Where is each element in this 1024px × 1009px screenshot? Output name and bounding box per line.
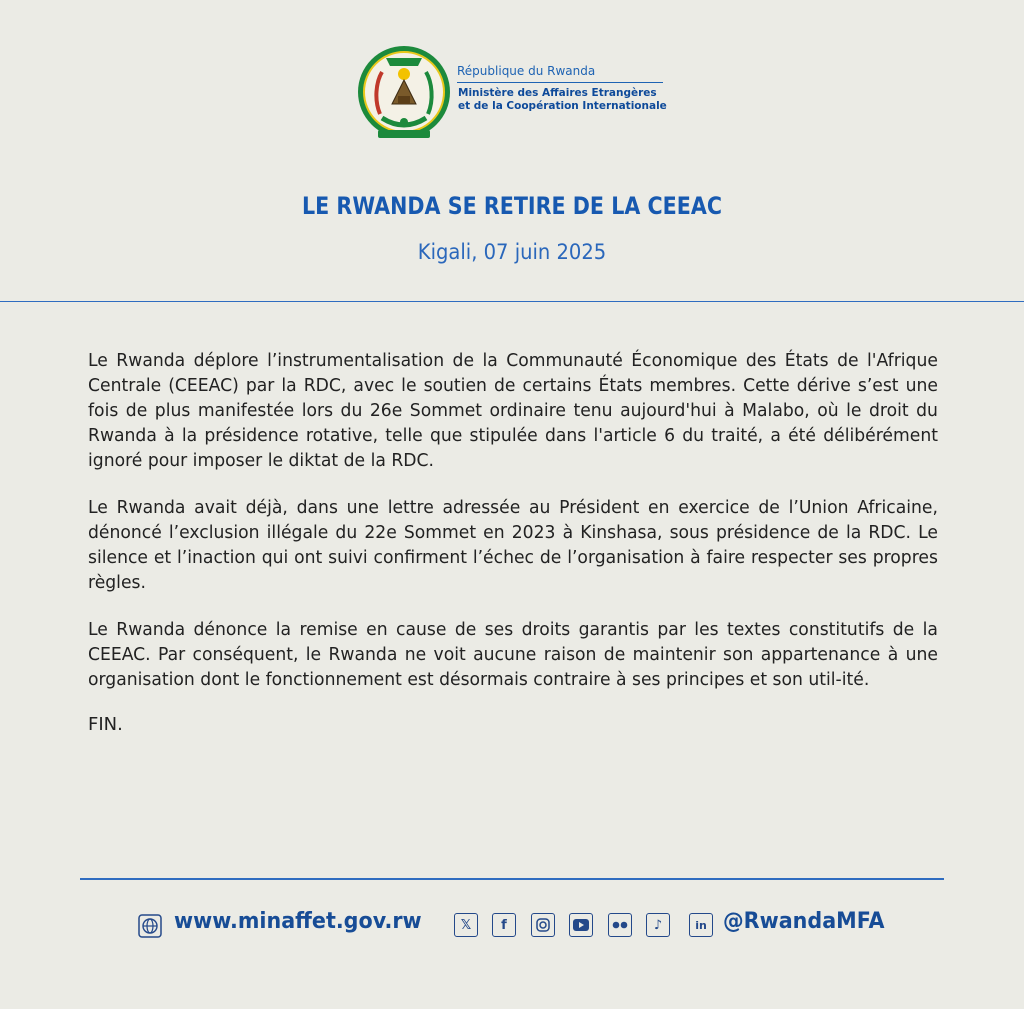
website-link[interactable]: www.minaffet.gov.rw [174, 909, 422, 934]
flickr-icon[interactable] [608, 913, 632, 937]
globe-icon [138, 914, 162, 938]
press-release-body [88, 348, 938, 735]
footer [138, 906, 898, 946]
instagram-icon[interactable] [531, 913, 555, 937]
paragraph-3: Le Rwanda dénonce la remise en cause de ses droits garantis par les textes constitutifs de la CEEAC. Par conséquent, le Rwanda ne voit aucune raison de maintenir son appartenance à une organisation dont le fonctionnement est désormais contraire à ses principes et son util-ité. [88, 619, 938, 690]
end-marker: FIN. [88, 714, 123, 735]
ministry-name-line2: et de la Coopération Internationale [458, 100, 667, 112]
ministry-block [458, 64, 668, 113]
paragraph-2: Le Rwanda avait déjà, dans une lettre adressée au Président en exercice de l’Union Africaine, dénoncé l’exclusion illégale du 22e Sommet en 2023 à Kinshasa, sous présidence de la RDC. Le silence et l’inaction qui ont suivi confirment l’échec de l’organisation à faire respecter ses propres règles. [88, 497, 938, 593]
republic-label: République du Rwanda [457, 64, 663, 83]
paragraph-1: Le Rwanda déplore l’instrumentalisation de la Communauté Économique des États de l'Afrique Centrale (CEEAC) par la RDC, avec le soutien de certains États membres. Cette dérive s’est une fois de plus manifestée lors du 26e Sommet ordinaire tenu aujourd'hui à Malabo, où le droit du Rwanda à la présidence rotative, telle que stipulée dans l'article 6 du traité, a été délibérément ignoré pour imposer le diktat de la RDC. [88, 350, 938, 471]
press-release-title: LE RWANDA SE RETIRE DE LA CEEAC [301, 192, 722, 220]
footer-divider [80, 878, 944, 880]
rwanda-seal-emblem [356, 44, 452, 144]
social-handle[interactable]: @RwandaMFA [723, 909, 885, 934]
letterhead [356, 44, 676, 146]
x-icon[interactable]: 𝕏 [454, 913, 478, 937]
facebook-icon[interactable]: f [492, 913, 516, 937]
tiktok-icon[interactable]: ♪ [646, 913, 670, 937]
ministry-name-line1: Ministère des Affaires Etrangères [458, 87, 657, 99]
header-divider [0, 301, 1024, 302]
linkedin-icon[interactable]: in [689, 913, 713, 937]
youtube-icon[interactable] [569, 913, 593, 937]
press-release-date: Kigali, 07 juin 2025 [417, 240, 607, 264]
